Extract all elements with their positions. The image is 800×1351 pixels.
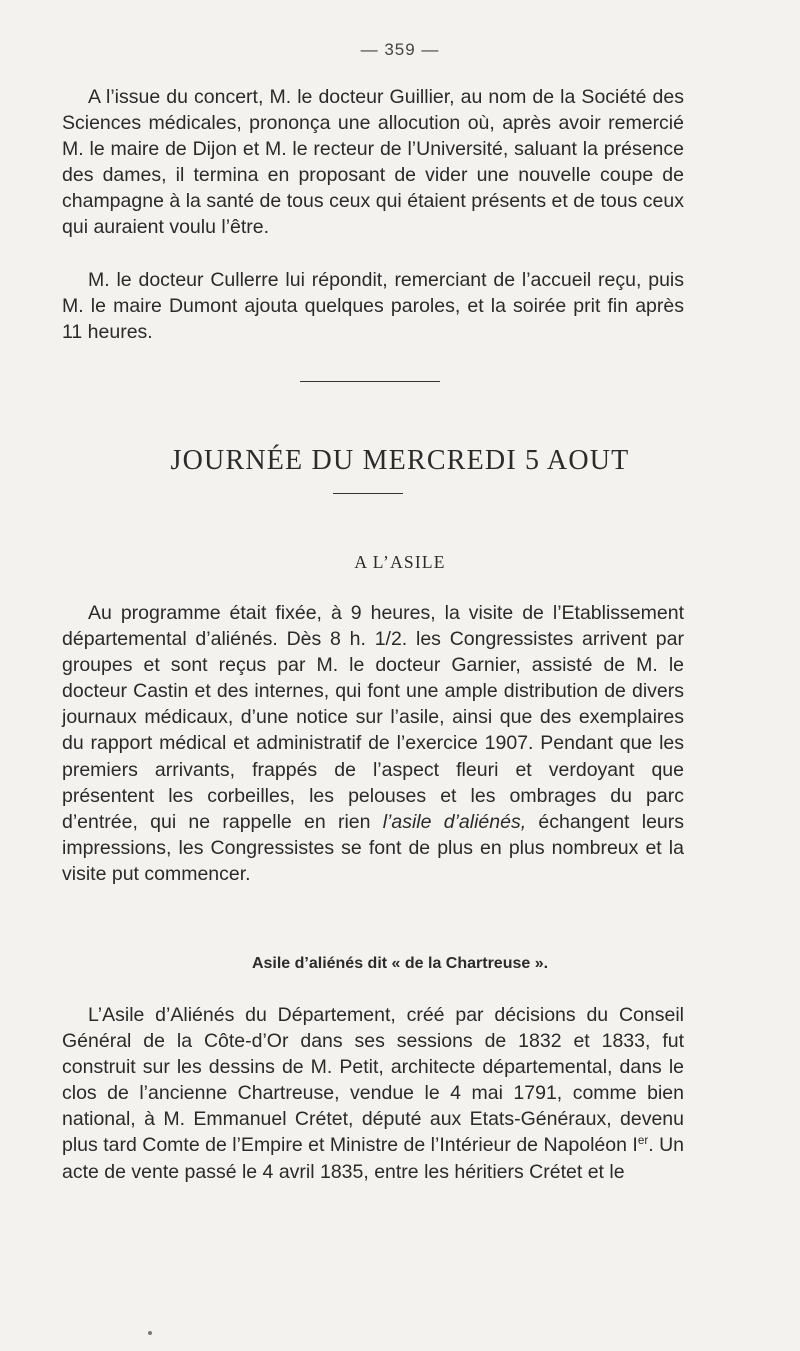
paragraph-text xyxy=(62,1002,684,1185)
section-heading: Asile d’aliénés dit « de la Chartreuse ». xyxy=(251,955,549,972)
paragraph-text: M. le docteur Cullerre lui répondit, remerciant de l’accueil reçu, puis M. le maire Dumont ajouta quelques paroles, et la soirée prit fin après 11 heures. xyxy=(62,269,684,344)
paragraph-asylum-history xyxy=(62,1002,684,1185)
page-number: — 359 — xyxy=(360,40,440,59)
place-heading: A L’ASILE xyxy=(354,552,446,572)
paragraph-text: A l’issue du concert, M. le docteur Guillier, au nom de la Société des Sciences médicales, prononça une allocution où, après avoir remercié M. le maire de Dijon et M. le recteur de l’Université, saluant la présence des dames, il termina en proposant de vider une nouvelle coupe de champagne à la santé de tous ceux qui étaient présents et de tous ceux qui auraient voulu l’être. xyxy=(62,86,684,239)
paragraph-text xyxy=(62,600,684,887)
paragraph-text-end: . Un acte de vente passé le 4 avril 1835, entre les héritiers Crétet et le xyxy=(62,1134,685,1183)
paragraph-text-start: L’Asile d’Aliénés du Département, créé par décisions du Conseil Général de la Côte-d’Or dans ses sessions de 1832 et 1833, fut construit sur les dessins de M. Petit, architecte départemental, dans le clos de l’ancienne Chartreuse, vendue le 4 mai 1791, comme bien national, à M. Emmanuel Crétet, député aux Etats-Généraux, devenu plus tard Comte de l’Empire et Ministre de l’Intérieur de Napoléon I xyxy=(62,1004,684,1157)
separator-rule-short xyxy=(333,493,403,494)
italic-phrase: l’asile d’aliénés, xyxy=(382,810,527,833)
superscript: er xyxy=(637,1134,649,1148)
paragraph-reply xyxy=(62,267,684,345)
paragraph-concert xyxy=(62,84,684,241)
day-heading: JOURNÉE DU MERCREDI 5 AOUT xyxy=(170,445,630,476)
paragraph-text-end: échangent leurs impressions, les Congressistes se font de plus en plus nombreux et la visite put commencer. xyxy=(62,810,684,885)
paragraph-visit xyxy=(62,600,684,887)
separator-rule xyxy=(300,381,440,382)
paper-speck xyxy=(148,1331,152,1335)
paragraph-text-start: Au programme était fixée, à 9 heures, la visite de l’Etablissement départemental d’aliénés. Dès 8 h. 1/2. les Congressistes arrivent par groupes et sont reçus par M. le docteur Garnier, assisté de M. le docteur Castin et des internes, qui font une ample distribution de divers journaux médicaux, d’une notice sur l’asile, ainsi que des exemplaires du rapport médical et administratif de l’exercice 1907. Pendant que les premiers arrivants, frappés de l’aspect fleuri et verdoyant que présentent les corbeilles, les pelouses et les ombrages du parc d’entrée, qui ne rappelle en rien xyxy=(62,602,684,833)
